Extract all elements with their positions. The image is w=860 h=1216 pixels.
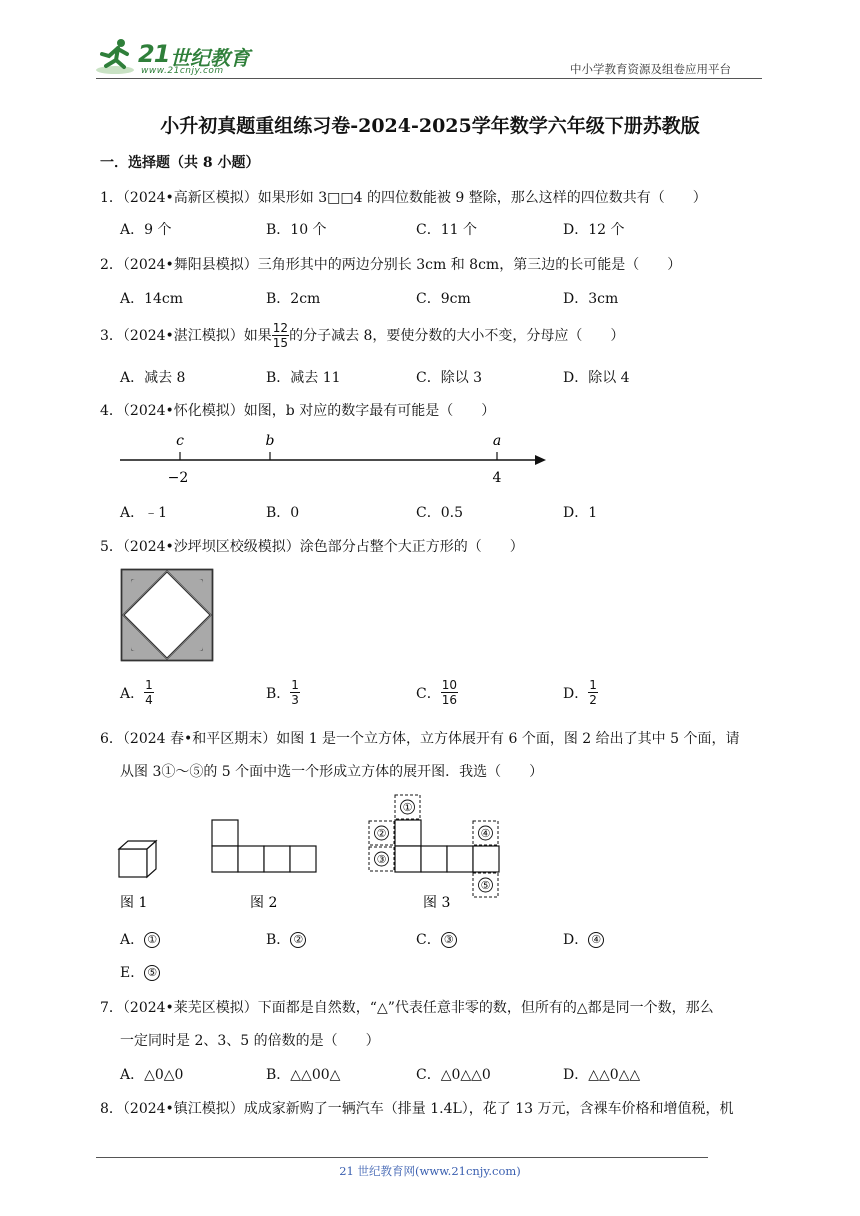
- q4-option-c[interactable]: C．0.5: [416, 505, 463, 521]
- question-6-line-1: 6．（2024 春•和平区期末）如图 1 是一个立方体，立方体展开有 6 个面，图 2 给出了其中 5 个面，请: [100, 731, 740, 747]
- figure-2-net: [212, 820, 316, 872]
- label-minus-2: −2: [167, 470, 189, 486]
- logo-text: 世纪教育: [170, 46, 250, 70]
- figure-1-label: 图 1: [120, 895, 148, 911]
- q5-option-a[interactable]: [120, 678, 154, 707]
- q5-option-c[interactable]: [416, 678, 458, 707]
- q3-option-b[interactable]: B．减去 11: [266, 370, 341, 386]
- q6-option-c[interactable]: C． ③: [416, 929, 457, 949]
- q7-option-b[interactable]: B．△△00△: [266, 1067, 341, 1083]
- q3-frac-den: 15: [272, 335, 289, 350]
- q5-d-frac: $\frac{1}{2}$: [589, 678, 597, 707]
- question-4: 4．（2024•怀化模拟）如图，b 对应的数字最有可能是（ ）: [100, 403, 496, 419]
- question-3: [100, 318, 624, 352]
- question-7-line-2: 一定同时是 2、3、5 的倍数的是（ ）: [120, 1033, 380, 1049]
- q5-b-frac: $\frac{1}{3}$: [291, 678, 299, 707]
- q3-stem-post: 的分子减去 8，要使分数的大小不变，分母应（ ）: [289, 328, 625, 344]
- number-line-figure: [118, 428, 550, 488]
- circled-5-icon: ⑤: [144, 965, 160, 981]
- q4-option-d[interactable]: D．1: [563, 505, 598, 521]
- label-c: c: [176, 433, 184, 449]
- page-title: 小升初真题重组练习卷-2024-2025学年数学六年级下册苏教版: [160, 115, 700, 137]
- header-divider: [96, 78, 762, 79]
- cube-net-figure: [110, 790, 510, 915]
- q1-option-b[interactable]: B．10 个: [266, 222, 327, 238]
- q3-stem-pre: 3．（2024•湛江模拟）如果: [100, 328, 272, 344]
- svg-text:④: ④: [480, 827, 491, 840]
- question-2: 2．（2024•舞阳县模拟）三角形其中的两边分别长 3cm 和 8cm，第三边的长可能是（ ）: [100, 257, 682, 273]
- circled-4-icon: ④: [588, 932, 604, 948]
- svg-text:①: ①: [402, 801, 413, 814]
- q6-option-e[interactable]: E． ⑤: [120, 962, 160, 982]
- figure-3-label: 图 3: [423, 895, 451, 911]
- q6-option-b[interactable]: B． ②: [266, 929, 306, 949]
- circled-1-icon: ①: [144, 932, 160, 948]
- q1-option-d[interactable]: D．12 个: [563, 222, 625, 238]
- q4-option-b[interactable]: B．0: [266, 505, 300, 521]
- q3-option-c[interactable]: C．除以 3: [416, 370, 483, 386]
- q6-option-d[interactable]: D． ④: [563, 929, 604, 949]
- q3-option-d[interactable]: D．除以 4: [563, 370, 630, 386]
- q2-option-b[interactable]: B．2cm: [266, 291, 321, 307]
- q7-option-a[interactable]: A．△0△0: [120, 1067, 184, 1083]
- circled-2-icon: ②: [290, 932, 306, 948]
- label-4: 4: [492, 470, 502, 486]
- q2-option-a[interactable]: A．14cm: [120, 291, 184, 307]
- platform-name: 中小学教育资源及组卷应用平台: [570, 62, 731, 76]
- q5-b-prefix: B．: [266, 685, 291, 702]
- footer-link[interactable]: 21 世纪教育网(www.21cnjy.com): [339, 1164, 521, 1178]
- question-8: 8．（2024•镇江模拟）成成家新购了一辆汽车（排量 1.4L），花了 13 万元，含裸车价格和增值税，机: [100, 1101, 734, 1117]
- q4-option-a[interactable]: A．﹣1: [120, 505, 168, 521]
- section-heading: 一．选择题（共 8 小题）: [100, 155, 260, 171]
- question-1: 1．（2024•高新区模拟）如果形如 3□□4 的四位数能被 9 整除，那么这样的四位数共有（ ）: [100, 190, 707, 206]
- question-7-line-1: 7．（2024•莱芜区模拟）下面都是自然数，“△”代表任意非零的数，但所有的△都是同一个数，那么: [100, 1000, 714, 1016]
- q5-a-frac: $\frac{1}{4}$: [145, 678, 153, 707]
- arrow-right-icon: [535, 455, 546, 465]
- q1-option-c[interactable]: C．11 个: [416, 222, 477, 238]
- q5-a-prefix: A．: [120, 685, 145, 702]
- q6-option-a[interactable]: A． ①: [120, 929, 160, 949]
- q2-option-d[interactable]: D．3cm: [563, 291, 619, 307]
- q7-option-c[interactable]: C．△0△△0: [416, 1067, 491, 1083]
- q5-c-prefix: C．: [416, 685, 441, 702]
- logo-number: 21: [138, 40, 170, 68]
- q2-option-c[interactable]: C．9cm: [416, 291, 471, 307]
- q3-fraction: [272, 321, 289, 350]
- q5-d-prefix: D．: [563, 685, 589, 702]
- q5-option-b[interactable]: [266, 678, 300, 707]
- runner-logo-icon: [94, 36, 136, 76]
- shaded-square-figure: [120, 568, 214, 662]
- q3-frac-num: 12: [272, 320, 289, 335]
- footer-divider: [96, 1157, 708, 1158]
- figure-2-label: 图 2: [250, 895, 278, 911]
- circled-3-icon: ③: [441, 932, 457, 948]
- cube-icon: [119, 841, 156, 877]
- q7-option-d[interactable]: D．△△0△△: [563, 1067, 641, 1083]
- q3-option-a[interactable]: A．减去 8: [120, 370, 186, 386]
- svg-text:③: ③: [376, 853, 387, 866]
- q1-option-a[interactable]: A．9 个: [120, 222, 172, 238]
- svg-text:②: ②: [376, 827, 387, 840]
- label-a: a: [492, 433, 502, 449]
- q5-option-d[interactable]: [563, 678, 598, 707]
- question-6-line-2: 从图 3①～⑤的 5 个面中选一个形成立方体的展开图．我选（ ）: [120, 764, 544, 780]
- question-5: 5．（2024•沙坪坝区校级模拟）涂色部分占整个大正方形的（ ）: [100, 539, 524, 555]
- label-b: b: [265, 433, 275, 449]
- q5-c-frac: $\frac{10}{16}$: [441, 678, 457, 707]
- logo-url: www.21cnjy.com: [141, 66, 224, 76]
- svg-text:⑤: ⑤: [480, 879, 491, 892]
